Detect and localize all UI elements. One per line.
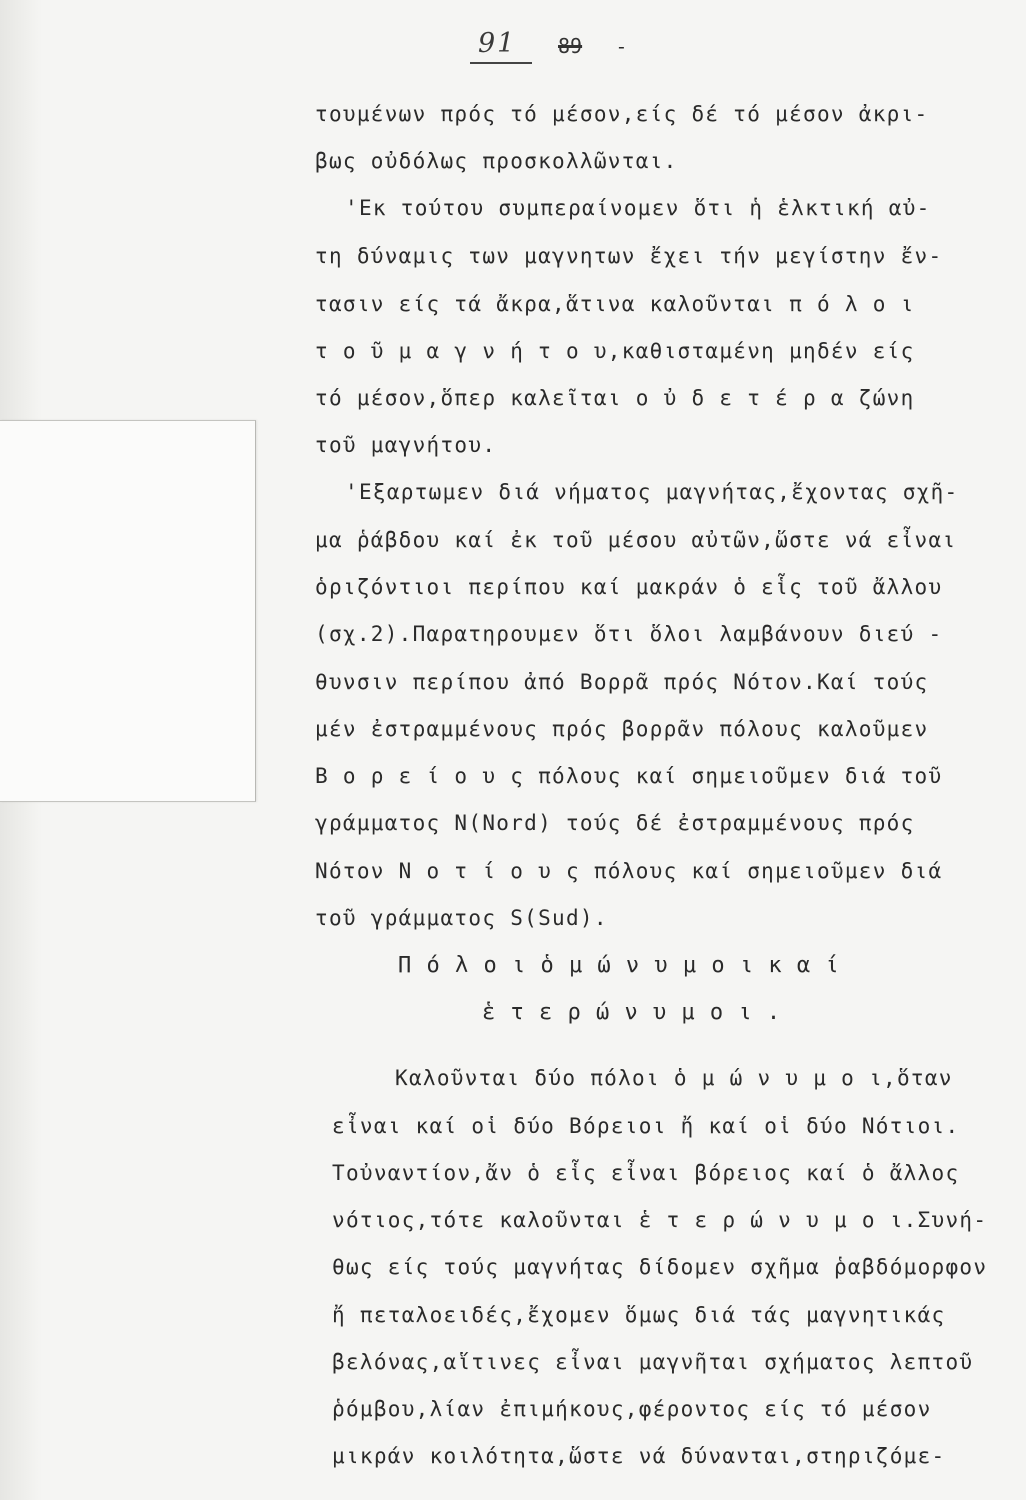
page-number-dash: -	[618, 34, 625, 58]
text-line: βως οὐδόλως προσκολλῶνται.	[315, 149, 678, 173]
text-line: (σχ.2).Παρατηρουμεν ὅτι ὅλοι λαμβάνουν διεύ -	[315, 622, 943, 646]
text-line: μέν ἐστραμμένους πρός βορρᾶν πόλους καλοῦμεν	[315, 717, 929, 741]
text-line: Καλοῦνται δύο πόλοι ὁ μ ώ ν υ μ ο ι,ὅταν	[395, 1066, 953, 1090]
text-line: τ ο ῦ μ α γ ν ή τ ο υ,καθισταμένη μηδέν είς	[315, 339, 915, 363]
text-line: τό μέσον,ὅπερ καλεῖται ο ὐ δ ε τ έ ρ α ζώνη	[315, 386, 915, 410]
text-line: τη δύναμις των μαγνητων ἔχει τήν μεγίστην ἔν-	[315, 244, 943, 268]
text-line: θως είς τούς μαγνήτας δίδομεν σχῆμα ῥαβδόμορφον	[332, 1255, 988, 1279]
text-line: βελόνας,αἵτινες εἶναι μαγνῆται σχήματος λεπτοῦ	[332, 1350, 974, 1374]
text-line: μικράν κοιλότητα,ὥστε νά δύνανται,στηριζόμε-	[332, 1444, 946, 1468]
text-line: Β ο ρ ε ί ο υ ς πόλους καί σημειοῦμεν διά τοῦ	[315, 764, 943, 788]
handwritten-page-number: 91	[478, 28, 517, 59]
text-line: μα ῥάβδου καί ἐκ τοῦ μέσου αὐτῶν,ὥστε νά εἶναι	[315, 528, 957, 552]
text-line: ἤ πεταλοειδές,ἔχομεν ὅμως διά τάς μαγνητικάς	[332, 1303, 946, 1327]
text-line: Νότον Ν ο τ ί ο υ ς πόλους καί σημειοῦμεν διά	[315, 859, 943, 883]
text-line: Τοὐναντίον,ἄν ὁ εἷς εἶναι βόρειος καί ὁ ἄλλος	[332, 1161, 960, 1185]
text-line: 'Εξαρτωμεν διά νήματος μαγνήτας,ἔχοντας σχῆ-	[345, 480, 959, 504]
text-line: θυνσιν περίπου ἀπό Βορρᾶ πρός Νότον.Καί τούς	[315, 670, 929, 694]
text-line: τοῦ γράμματος S(Sud).	[315, 906, 608, 930]
struck-page-number: 89	[558, 34, 583, 58]
text-line: ὁριζόντιοι περίπου καί μακράν ὁ εἷς τοῦ ἄλλου	[315, 575, 943, 599]
text-line: νότιος,τότε καλοῦνται ἑ τ ε ρ ώ ν υ μ ο ι.Συνή-	[332, 1208, 988, 1232]
text-line: τασιν είς τά ἄκρα,ἅτινα καλοῦνται π ό λ ο ι	[315, 292, 915, 316]
text-line: τοῦ μαγνήτου.	[315, 433, 497, 457]
section-heading-line-2: ἑ τ ε ρ ώ ν υ μ ο ι .	[482, 1000, 782, 1025]
text-line: ῥόμβου,λίαν ἐπιμήκους,φέροντος είς τό μέσον	[332, 1397, 932, 1421]
text-line: εἶναι καί οἱ δύο Βόρειοι ἤ καί οἱ δύο Νότιοι.	[332, 1114, 960, 1138]
text-line: τουμένων πρός τό μέσον,είς δέ τό μέσον ἀκρι-	[315, 102, 929, 126]
text-line: 'Εκ τούτου συμπεραίνομεν ὅτι ἡ ἑλκτική αὐ-	[345, 196, 931, 220]
text-line: γράμματος N(Nord) τούς δέ ἐστραμμένους πρός	[315, 811, 915, 835]
section-heading-line-1: Π ό λ ο ι ὁ μ ώ ν υ μ ο ι κ α ί	[398, 953, 840, 978]
